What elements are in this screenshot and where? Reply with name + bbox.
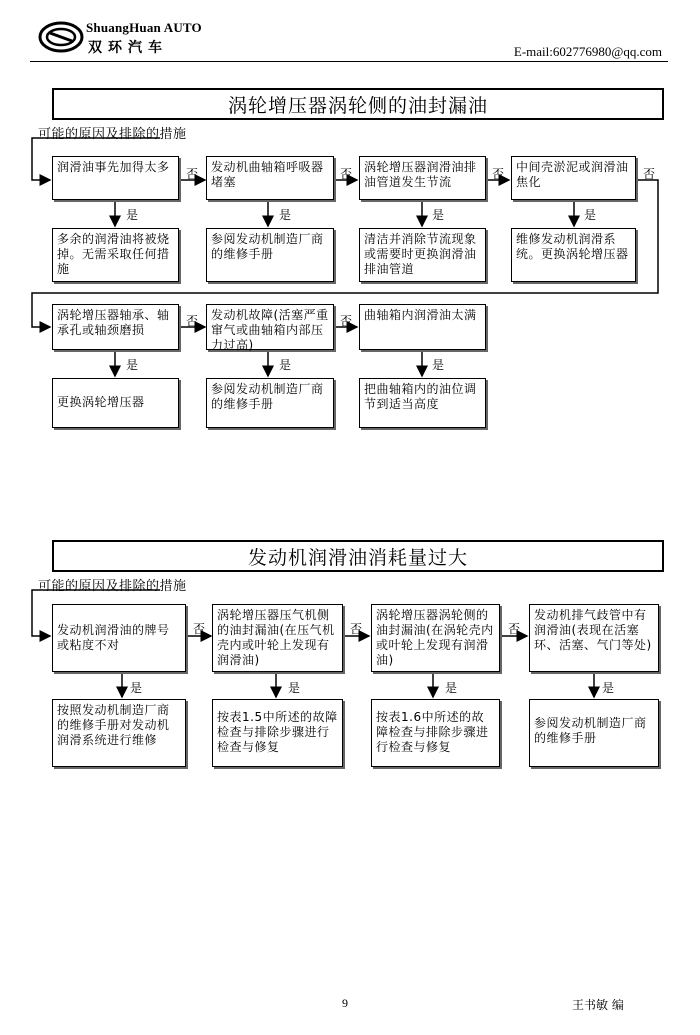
cause-box: 发动机故障(活塞严重窜气或曲轴箱内部压力过高) [206,304,334,350]
action-box: 更换涡轮增压器 [52,378,179,428]
section-title: 发动机润滑油消耗量过大 [52,540,664,572]
cause-box: 涡轮增压器涡轮侧的油封漏油(在涡轮壳内或叶轮上发现有润滑油) [371,604,500,672]
author-credit: 王书敏 编 [572,998,624,1012]
action-box: 按表1.6中所述的故障检查与排除步骤进行检查与修复 [371,699,500,767]
cause-box: 涡轮增压器润滑油排油管道发生节流 [359,156,486,200]
action-box: 按照发动机制造厂商的维修手册对发动机润滑系统进行维修 [52,699,186,767]
cause-box: 涡轮增压器轴承、轴承孔或轴颈磨损 [52,304,179,350]
action-box: 按表1.5中所述的故障检查与排除步骤进行检查与修复 [212,699,343,767]
cause-box: 涡轮增压器压气机侧的油封漏油(在压气机壳内或叶轮上发现有润滑油) [212,604,343,672]
no-label: 否 [508,622,521,636]
action-box: 清洁并消除节流现象或需要时更换润滑油排油管道 [359,228,486,282]
section-subtitle: 可能的原因及排除的措施 [38,579,187,594]
action-box: 把曲轴箱内的油位调节到适当高度 [359,378,486,428]
yes-label: 是 [584,208,597,222]
yes-label: 是 [130,681,143,695]
no-label: 否 [340,314,353,328]
no-label: 否 [643,167,656,181]
cause-box: 中间壳淤泥或润滑油焦化 [511,156,636,200]
yes-label: 是 [126,208,139,222]
action-box: 多余的润滑油将被烧掉。无需采取任何措施 [52,228,179,282]
email-text: E-mail:602776980@qq.com [513,44,662,59]
cause-box: 发动机排气歧管中有润滑油(表现在活塞环、活塞、气门等处) [529,604,659,672]
yes-label: 是 [126,358,139,372]
yes-label: 是 [432,358,445,372]
yes-label: 是 [279,358,292,372]
action-box: 维修发动机润滑系统。更换涡轮增压器 [511,228,636,282]
section-title: 涡轮增压器涡轮侧的油封漏油 [52,88,664,120]
brand-name-cn: 双环汽车 [88,40,168,56]
no-label: 否 [340,167,353,181]
yes-label: 是 [445,681,458,695]
cause-box: 发动机润滑油的牌号或粘度不对 [52,604,186,672]
no-label: 否 [186,314,199,328]
action-box: 参阅发动机制造厂商的维修手册 [206,228,334,282]
brand-name-en: ShuangHuan AUTO [86,20,202,35]
cause-box: 曲轴箱内润滑油太满 [359,304,486,350]
section-subtitle: 可能的原因及排除的措施 [38,127,187,142]
page-number: 9 [342,996,348,1010]
yes-label: 是 [279,208,292,222]
no-label: 否 [186,167,199,181]
yes-label: 是 [288,681,301,695]
no-label: 否 [350,622,363,636]
yes-label: 是 [602,681,615,695]
action-box: 参阅发动机制造厂商的维修手册 [529,699,659,767]
action-box: 参阅发动机制造厂商的维修手册 [206,378,334,428]
cause-box: 发动机曲轴箱呼吸器堵塞 [206,156,334,200]
yes-label: 是 [432,208,445,222]
no-label: 否 [193,622,206,636]
cause-box: 润滑油事先加得太多 [52,156,179,200]
no-label: 否 [492,167,505,181]
